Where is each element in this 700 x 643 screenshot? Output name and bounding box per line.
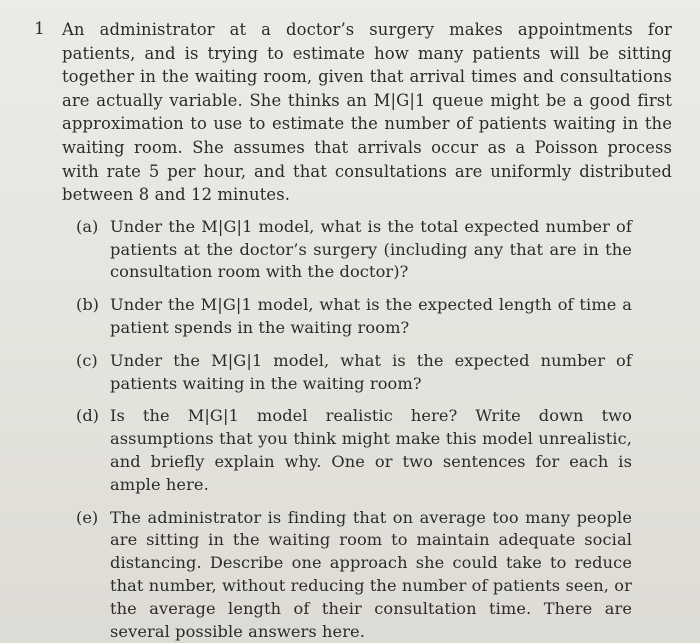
part-label: (b) bbox=[76, 295, 99, 315]
part-text: Under the M|G|1 model, what is the total expected number of patients at the doctor’s surgery (including any that are in the consultation room with the doctor)? bbox=[110, 216, 632, 282]
part-label: (c) bbox=[76, 350, 98, 370]
part-c bbox=[76, 350, 672, 396]
part-text: Under the M|G|1 model, what is the expected number of patients waiting in the waiting room? bbox=[110, 350, 632, 393]
part-a bbox=[76, 216, 672, 284]
part-text: The administrator is finding that on average too many people are sitting in the waiting room to maintain adequate social distancing. Describe one approach she could take to reduce that number, without reducing the number of patients seen, or the average length of their consultation time. There are several possible answers here. bbox=[110, 507, 632, 641]
part-text: Is the M|G|1 model realistic here? Write down two assumptions that you think might make this model unrealistic, and briefly explain why. One or two sentences for each is ample here. bbox=[110, 406, 632, 494]
part-label: (e) bbox=[76, 507, 99, 527]
question-parts bbox=[34, 216, 672, 643]
part-label: (d) bbox=[76, 406, 99, 426]
part-label: (a) bbox=[76, 216, 99, 236]
question-stem: An administrator at a doctor’s surgery makes appointments for patients, and is trying to estimate how many patients will be sitting together in the waiting room, given that arrival times and consultations are actually variable. She thinks an M|G|1 queue might be a good first approximation to use to estimate the number of patients waiting in the waiting room. She assumes that arrivals occur as a Poisson process with rate 5 per hour, and that consultations are uniformly distributed between 8 and 12 minutes. bbox=[62, 20, 672, 205]
part-b bbox=[76, 294, 672, 340]
question-number: 1 bbox=[34, 19, 45, 39]
part-d bbox=[76, 405, 672, 496]
question-block bbox=[34, 18, 672, 207]
part-text: Under the M|G|1 model, what is the expected length of time a patient spends in the waiting room? bbox=[110, 295, 632, 337]
part-e bbox=[76, 507, 672, 643]
